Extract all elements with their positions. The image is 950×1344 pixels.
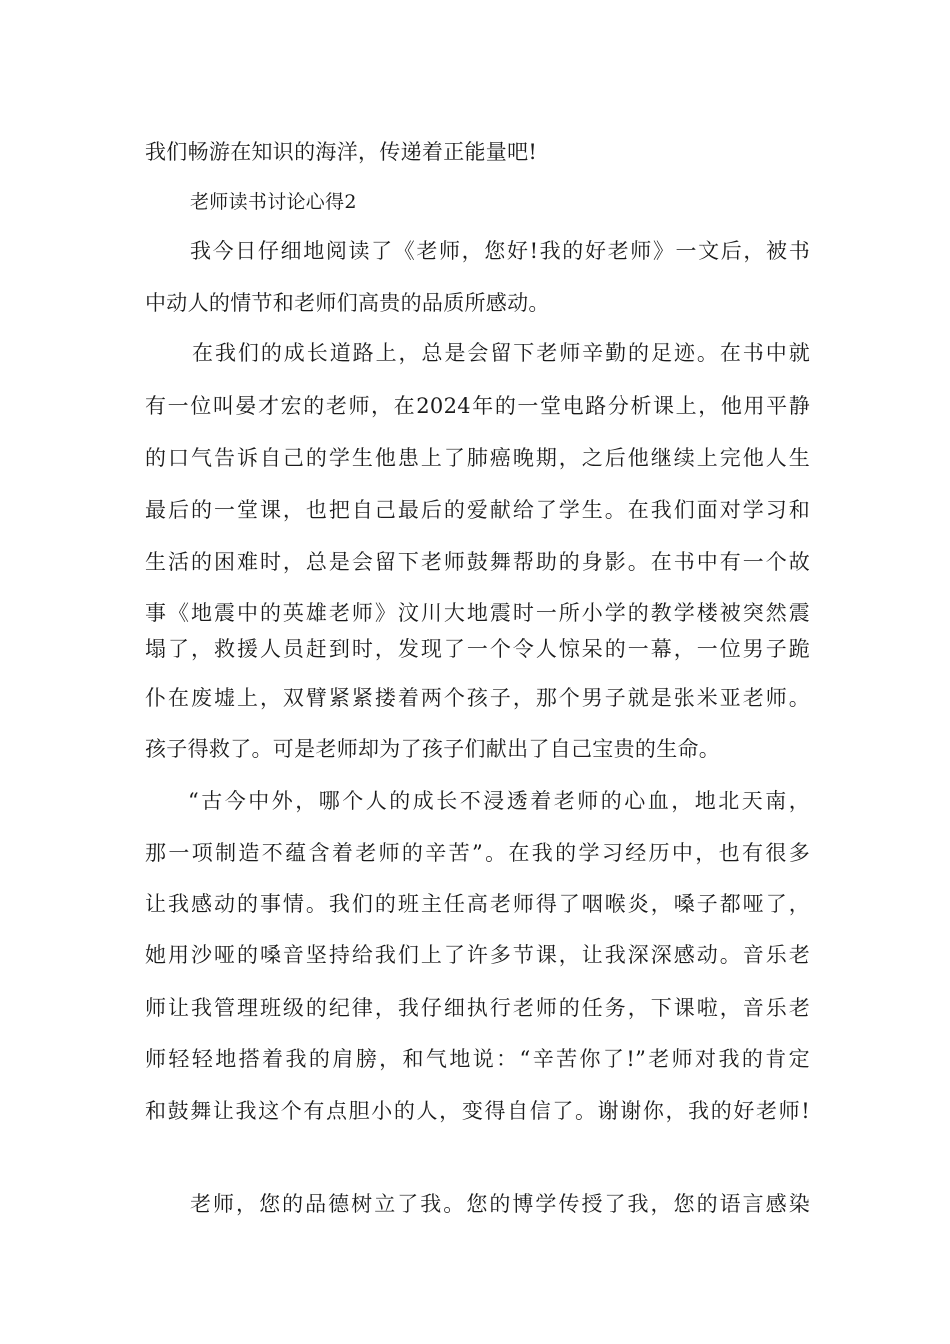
paragraph-line: 在我们的成长道路上，总是会留下老师辛勤的足迹。在书中就 [192, 341, 810, 365]
paragraph-line: 和鼓舞让我这个有点胆小的人，变得自信了。谢谢你，我的好老师! [145, 1099, 810, 1123]
paragraph-line: 她用沙哑的嗓音坚持给我们上了许多节课，让我深深感动。音乐老 [145, 943, 810, 967]
paragraph-line: 老师，您的品德树立了我。您的博学传授了我，您的语言感染 [190, 1192, 810, 1216]
paragraph-line: 我今日仔细地阅读了《老师，您好!我的好老师》一文后，被书 [190, 239, 810, 263]
paragraph-line: 有一位叫晏才宏的老师，在2024年的一堂电路分析课上，他用平静 [145, 394, 810, 418]
paragraph-line: 事《地震中的英雄老师》汶川大地震时一所小学的教学楼被突然震 [145, 601, 810, 625]
paragraph-line: 孩子得救了。可是老师却为了孩子们献出了自己宝贵的生命。 [145, 737, 721, 761]
section-heading: 老师读书讨论心得2 [190, 191, 357, 213]
paragraph-line: 塌了，救援人员赶到时，发现了一个令人惊呆的一幕，一位男子跪 [145, 637, 810, 661]
paragraph-line: “古今中外，哪个人的成长不浸透着老师的心血，地北天南， [188, 789, 810, 813]
paragraph-line: 中动人的情节和老师们高贵的品质所感动。 [145, 291, 550, 315]
paragraph-line: 的口气告诉自己的学生他患上了肺癌晚期，之后他继续上完他人生 [145, 446, 810, 470]
paragraph-line: 仆在废墟上，双臂紧紧搂着两个孩子，那个男子就是张米亚老师。 [145, 686, 810, 710]
paragraph-line: 师让我管理班级的纪律，我仔细执行老师的任务，下课啦，音乐老 [145, 996, 810, 1020]
paragraph-line: 生活的困难时，总是会留下老师鼓舞帮助的身影。在书中有一个故 [145, 550, 810, 574]
paragraph-line: 最后的一堂课，也把自己最后的爱献给了学生。在我们面对学习和 [145, 498, 810, 522]
paragraph-line: 那一项制造不蕴含着老师的辛苦”。在我的学习经历中，也有很多 [145, 841, 810, 865]
paragraph-line: 我们畅游在知识的海洋，传递着正能量吧! [145, 140, 538, 164]
paragraph-line: 让我感动的事情。我们的班主任高老师得了咽喉炎，嗓子都哑了， [145, 892, 810, 916]
paragraph-line: 师轻轻地搭着我的肩膀，和气地说：“辛苦你了!”老师对我的肯定 [145, 1047, 810, 1071]
